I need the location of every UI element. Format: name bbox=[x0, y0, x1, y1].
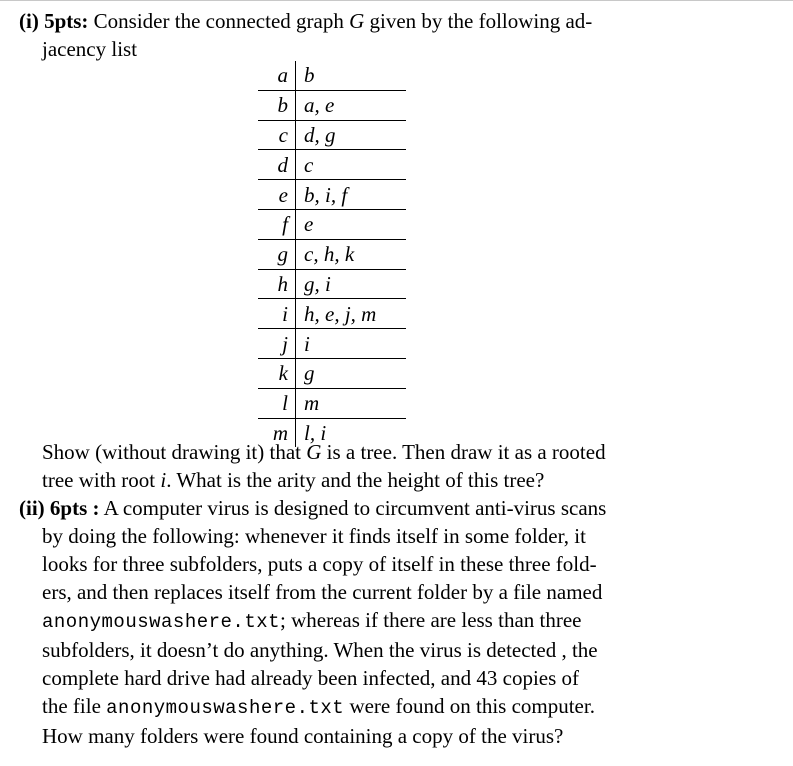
adjacency-row bbox=[258, 299, 406, 329]
part-ii-line-8a: the file bbox=[42, 694, 107, 718]
neighbors-cell: b bbox=[304, 63, 315, 88]
vertex-cell: j bbox=[258, 329, 296, 359]
top-border bbox=[0, 0, 793, 1]
adjacency-table bbox=[258, 61, 406, 447]
adjacency-row bbox=[258, 150, 406, 180]
adjacency-row bbox=[258, 120, 406, 150]
neighbors-cell: b, i, f bbox=[296, 180, 407, 210]
part-ii-label: (ii) 6pts : bbox=[19, 496, 100, 520]
adjacency-row bbox=[258, 180, 406, 210]
neighbors-cell: g, i bbox=[296, 269, 407, 299]
vertex-cell: d bbox=[258, 150, 296, 180]
neighbors-cell: h, e, j, m bbox=[296, 299, 407, 329]
vertex-cell: m bbox=[258, 418, 296, 447]
adjacency-row bbox=[258, 209, 406, 239]
part-ii-line-5: ; whereas if there are less than three bbox=[280, 608, 582, 632]
file-name-2: anonymouswashere.txt bbox=[106, 697, 345, 719]
adjacency-row bbox=[258, 388, 406, 418]
part-ii-line-4: ers, and then replaces itself from the current folder by a file named bbox=[42, 580, 603, 604]
part-i-question bbox=[19, 438, 687, 494]
graph-variable-2: G bbox=[306, 440, 322, 464]
question-text-d: . What is the arity and the height of this tree? bbox=[166, 468, 545, 492]
vertex-cell: f bbox=[258, 209, 296, 239]
part-ii-line-9: How many folders were found containing a copy of the virus? bbox=[42, 724, 564, 748]
vertex-cell: h bbox=[258, 269, 296, 299]
neighbors-cell: i bbox=[296, 329, 407, 359]
vertex-cell: b bbox=[258, 90, 296, 120]
vertex-cell: g bbox=[258, 239, 296, 269]
vertex-cell: e bbox=[258, 180, 296, 210]
adjacency-row bbox=[258, 239, 406, 269]
vertex-cell: i bbox=[258, 299, 296, 329]
neighbors-cell: m bbox=[296, 388, 407, 418]
part-ii-line-6: subfolders, it doesn’t do anything. When the virus is detected , the bbox=[42, 638, 598, 662]
part-ii bbox=[19, 494, 687, 750]
question-text-b: is a tree. Then draw it as a rooted bbox=[321, 440, 606, 464]
neighbors-cell: g bbox=[296, 358, 407, 388]
vertex-cell: a bbox=[258, 61, 296, 90]
question-text-a: Show (without drawing it) that bbox=[42, 440, 307, 464]
vertex-cell: c bbox=[258, 120, 296, 150]
adjacency-row bbox=[258, 269, 406, 299]
intro-text-b: given by the following ad- bbox=[364, 9, 593, 33]
neighbors-cell: c, h, k bbox=[296, 239, 407, 269]
root-variable: i bbox=[160, 468, 167, 492]
adjacency-row bbox=[258, 61, 406, 90]
question-text-c: tree with root bbox=[42, 468, 161, 492]
graph-variable: G bbox=[349, 9, 365, 33]
part-i-label: (i) 5pts: bbox=[19, 9, 89, 33]
intro-text-c: jacency list bbox=[42, 37, 138, 61]
neighbors-cell: c bbox=[296, 150, 407, 180]
vertex-cell: l bbox=[258, 388, 296, 418]
part-i-intro bbox=[19, 7, 687, 63]
adjacency-row bbox=[258, 358, 406, 388]
vertex-cell: k bbox=[258, 358, 296, 388]
neighbors-cell: e bbox=[296, 209, 407, 239]
part-ii-line-1: A computer virus is designed to circumvent anti-virus scans bbox=[99, 496, 607, 520]
neighbors-cell: a, e bbox=[296, 90, 407, 120]
part-ii-line-8b: were found on this computer. bbox=[344, 694, 595, 718]
intro-text-a: Consider the connected graph bbox=[93, 9, 350, 33]
adjacency-row bbox=[258, 90, 406, 120]
file-name-1: anonymouswashere.txt bbox=[42, 611, 281, 633]
part-ii-line-7: complete hard drive had already been infected, and 43 copies of bbox=[42, 666, 580, 690]
part-ii-line-2: by doing the following: whenever it finds itself in some folder, it bbox=[42, 524, 586, 548]
neighbors-cell: d, g bbox=[296, 120, 407, 150]
part-ii-line-3: looks for three subfolders, puts a copy of itself in these three fold- bbox=[42, 552, 597, 576]
adjacency-row bbox=[258, 329, 406, 359]
neighbors-cell: l, i bbox=[296, 418, 407, 447]
